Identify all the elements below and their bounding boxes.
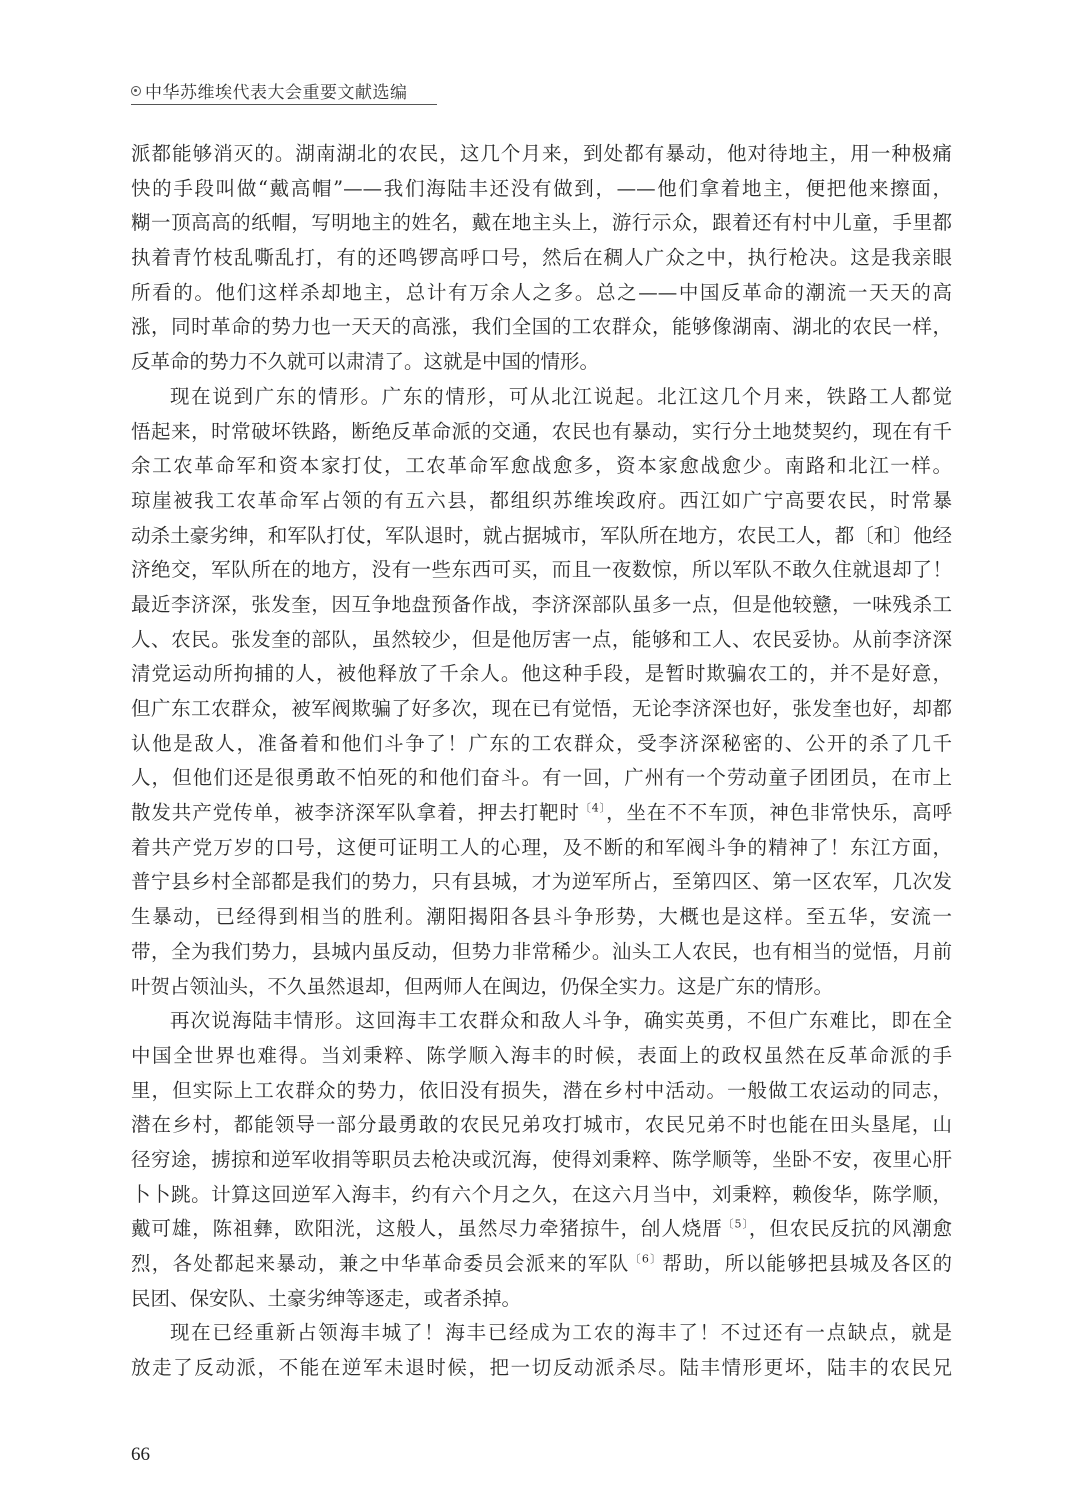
text-line bbox=[131, 1178, 952, 1213]
text-line bbox=[131, 970, 952, 1005]
line-text: 民团、保安队、土豪劣绅等逐走，或者杀掉。 bbox=[131, 1286, 522, 1310]
line-text: 动杀土豪劣绅，和军队打仗，军队退时，就占据城市，军队所在地方，农民工人，都〔和〕他经 bbox=[131, 523, 952, 547]
line-text: 散发共产党传单，被李济深军队拿着，押去打靶时 bbox=[131, 801, 580, 825]
running-header bbox=[131, 78, 408, 103]
text-line bbox=[131, 900, 952, 935]
line-text: 带，全为我们势力，县城内虽反动，但势力非常稀少。汕头工人农民，也有相当的觉悟，月前 bbox=[131, 939, 952, 963]
text-line bbox=[131, 1282, 952, 1317]
text-line bbox=[131, 1039, 952, 1074]
text-line bbox=[131, 206, 952, 241]
line-text: 但广东工农群众，被军阀欺骗了好多次，现在已有觉悟，无论李济深也好，张发奎也好，却都 bbox=[131, 697, 952, 720]
text-line bbox=[131, 588, 952, 623]
body-text bbox=[131, 137, 952, 1386]
text-line bbox=[131, 1074, 952, 1109]
line-text: 卜卜跳。计算这回逆军入海丰，约有六个月之久，在这六月当中，刘秉粹，赖俊华，陈学顺， bbox=[131, 1182, 952, 1206]
footnote-marker: 〔4〕 bbox=[579, 801, 607, 815]
text-line bbox=[131, 657, 952, 692]
text-line bbox=[131, 796, 952, 831]
line-text: 快的手段叫做“戴高帽”——我们海陆丰还没有做到，——他们拿着地主，便把他来擦面， bbox=[131, 176, 952, 200]
line-text: 所看的。他们这样杀却地主，总计有万余人之多。总之——中国反革命的潮流一天天的高 bbox=[131, 280, 952, 304]
line-text: ，坐在不不车顶，神色非常快乐，高呼 bbox=[606, 801, 952, 825]
line-text: 着共产党万岁的口号，这便可证明工人的心理，及不断的和军阀斗争的精神了！东江方面， bbox=[131, 835, 952, 859]
text-line bbox=[131, 415, 952, 450]
line-text: 现在说到广东的情形。广东的情形，可从北江说起。北江这几个月来，铁路工人都觉 bbox=[170, 384, 952, 408]
line-text: 再次说海陆丰情形。这回海丰工农群众和敌人斗争，确实英勇，不但广东难比，即在全 bbox=[170, 1009, 952, 1033]
line-text: 普宁县乡村全部都是我们的势力，只有县城，才为逆军所占，至第四区、第一区农军，几次发 bbox=[131, 870, 952, 894]
text-line bbox=[131, 553, 952, 588]
line-text: 帮助，所以能够把县城及各区的 bbox=[662, 1252, 952, 1275]
footnote-marker: 〔6〕 bbox=[629, 1252, 663, 1266]
line-text: 现在已经重新占领海丰城了！海丰已经成为工农的海丰了！不过还有一点缺点，就是 bbox=[170, 1321, 952, 1345]
text-line bbox=[131, 1247, 952, 1282]
line-text: 派都能够消灭的。湖南湖北的农民，这几个月来，到处都有暴动，他对待地主，用一种极痛 bbox=[131, 142, 952, 165]
text-line bbox=[131, 761, 952, 796]
line-text: 执着青竹枝乱嘶乱打，有的还鸣锣高呼口号，然后在稠人广众之中，执行枪决。这是我亲眼 bbox=[131, 246, 952, 270]
text-line bbox=[131, 519, 952, 554]
text-line bbox=[131, 137, 952, 172]
line-text: 反革命的势力不久就可以肃清了。这就是中国的情形。 bbox=[131, 350, 600, 374]
line-text: 糊一顶高高的纸帽，写明地主的姓名，戴在地主头上，游行示众，跟着还有村中儿童，手里都 bbox=[131, 211, 952, 235]
text-line bbox=[131, 1212, 952, 1247]
line-text: 放走了反动派，不能在逆军未退时候，把一切反动派杀尽。陆丰情形更坏，陆丰的农民兄 bbox=[131, 1356, 952, 1380]
line-text: ，但农民反抗的风潮愈 bbox=[748, 1217, 952, 1241]
text-line bbox=[131, 484, 952, 519]
line-text: 认他是敌人，准备着和他们斗争了！广东的工农群众，受李济深秘密的、公开的杀了几千 bbox=[131, 731, 952, 755]
text-line bbox=[131, 692, 952, 727]
text-line bbox=[131, 623, 952, 658]
line-text: 人、农民。张发奎的部队，虽然较少，但是他厉害一点，能够和工人、农民妥协。从前李济深 bbox=[131, 627, 952, 651]
line-text: 人，但他们还是很勇敢不怕死的和他们奋斗。有一回，广州有一个劳动童子团团员，在市上 bbox=[131, 766, 952, 790]
line-text: 悟起来，时常破坏铁路，断绝反革命派的交通，农民也有暴动，实行分土地焚契约，现在有千 bbox=[131, 419, 952, 443]
text-line bbox=[131, 310, 952, 345]
text-line bbox=[131, 449, 952, 484]
line-text: 叶贺占领汕头，不久虽然退却，但两师人在闽边，仍保全实力。这是广东的情形。 bbox=[131, 974, 834, 998]
line-text: 中国全世界也难得。当刘秉粹、陈学顺入海丰的时候，表面上的政权虽然在反革命派的手 bbox=[131, 1043, 952, 1067]
text-line bbox=[131, 727, 952, 762]
text-line bbox=[131, 172, 952, 207]
line-text: 生暴动，已经得到相当的胜利。潮阳揭阳各县斗争形势，大概也是这样。至五华，安流一 bbox=[131, 905, 952, 929]
text-line bbox=[131, 380, 952, 415]
line-text: 戴可雄，陈祖彝，欧阳洸，这般人，虽然尽力牵猪掠牛，刣人烧厝 bbox=[131, 1217, 723, 1241]
text-line bbox=[131, 1143, 952, 1178]
circle-bullet-icon bbox=[131, 86, 141, 96]
header-rule bbox=[131, 104, 437, 105]
text-line bbox=[131, 276, 952, 311]
line-text: 清党运动所拘捕的人，被他释放了千余人。他这种手段，是暂时欺骗农工的，并不是好意， bbox=[131, 662, 952, 686]
line-text: 余工农革命军和资本家打仗，工农革命军愈战愈多，资本家愈战愈少。南路和北江一样。 bbox=[131, 454, 952, 478]
line-text: 潜在乡村，都能领导一部分最勇敢的农民兄弟攻打城市，农民兄弟不时也能在田头垦尾，山 bbox=[131, 1113, 952, 1137]
text-line bbox=[131, 1316, 952, 1351]
line-text: 烈，各处都起来暴动，兼之中华革命委员会派来的军队 bbox=[131, 1252, 630, 1275]
text-line bbox=[131, 1351, 952, 1386]
line-text: 济绝交，军队所在的地方，没有一些东西可买，而且一夜数惊，所以军队不敢久住就退却了！ bbox=[131, 558, 952, 582]
book-title: 中华苏维埃代表大会重要文献选编 bbox=[145, 83, 408, 103]
text-line bbox=[131, 935, 952, 970]
footnote-marker: 〔5〕 bbox=[722, 1217, 749, 1231]
line-text: 涨，同时革命的势力也一天天的高涨，我们全国的工农群众，能够像湖南、湖北的农民一样， bbox=[131, 315, 952, 339]
text-line bbox=[131, 241, 952, 276]
line-text: 里，但实际上工农群众的势力，依旧没有损失，潜在乡村中活动。一般做工农运动的同志， bbox=[131, 1078, 952, 1102]
text-line bbox=[131, 831, 952, 866]
text-line bbox=[131, 865, 952, 900]
text-line bbox=[131, 1108, 952, 1143]
page-number: 66 bbox=[131, 1444, 150, 1465]
line-text: 径穷途，掳掠和逆军收捐等职员去枪决或沉海，使得刘秉粹、陈学顺等，坐卧不安，夜里心肝 bbox=[131, 1147, 952, 1171]
text-line bbox=[131, 1004, 952, 1039]
line-text: 最近李济深，张发奎，因互争地盘预备作战，李济深部队虽多一点，但是他较戆，一味残杀工 bbox=[131, 592, 952, 616]
text-line bbox=[131, 345, 952, 380]
line-text: 琼崖被我工农革命军占领的有五六县，都组织苏维埃政府。西江如广宁高要农民，时常暴 bbox=[131, 488, 952, 512]
